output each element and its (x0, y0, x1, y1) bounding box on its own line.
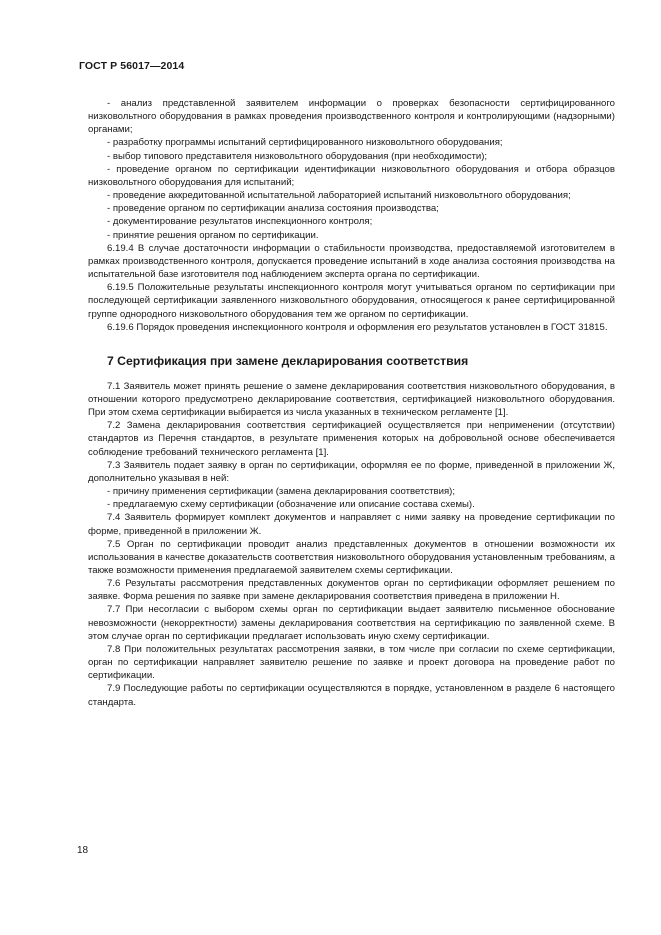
list-item-production-analysis: - проведение органом по сертификации анализа состояния производства; (107, 203, 439, 215)
document-body (88, 97, 615, 709)
clause-7-2: 7.2 Замена декларирования соответствия сертификацией осуществляется при неприменении (отсутствии) стандартов из Перечня стандартов, в результате применения которых на добровольной основе обеспечивается соблюдение требований технического регламента [1]. (88, 420, 615, 458)
clause-7-5: 7.5 Орган по сертификации проводит анализ представленных документов в отношении возможности их использования в качестве доказательств соответствия низковольтного оборудования установленным требованиям, а также возможности применения предлагаемой заявителем схемы сертификации. (88, 538, 615, 576)
clause-7-3: 7.3 Заявитель подает заявку в орган по сертификации, оформляя ее по форме, приведенной в приложении Ж, дополнительно указывая в ней: (88, 459, 615, 484)
clause-6-19-6: 6.19.6 Порядок проведения инспекционного контроля и оформления его результатов установлен в ГОСТ 31815. (107, 321, 608, 333)
clause-6-19-4: 6.19.4 В случае достаточности информации о стабильности производства, предоставляемой изготовителем в рамках производственного контроля, допускается проведение испытаний в ходе анализа состояния производства на испытательной базе изготовителя под наблюдением эксперта органа по сертификации. (88, 242, 615, 281)
list-item-representative-selection: - выбор типового представителя низковольтного оборудования (при необходимости); (107, 150, 488, 162)
list-item-documentation: - документирование результатов инспекционного контроля; (107, 216, 373, 228)
clause-7-7: 7.7 При несогласии с выбором схемы орган по сертификации выдает заявителю письменное обоснование невозможности (некорректности) замены декларирования соответствия на сертификацию по заявленной схеме. В этом случае орган по сертификации предлагает использовать иную схему сертификации. (88, 604, 615, 642)
page-number: 18 (77, 845, 89, 856)
list-item-test-program: - разработку программы испытаний сертифицированного низковольтного оборудования; (107, 137, 503, 149)
list-item-analysis: - анализ представленной заявителем информации о проверках безопасности сертифицированного низковольтного оборудования в рамках проведения производственного контроля и контролирующими (надзорными) органами; (88, 98, 615, 136)
list-item-lab-testing: - проведение аккредитованной испытательной лабораторией испытаний низковольтного оборудования; (107, 190, 571, 202)
list-item-identification: - проведение органом по сертификации идентификации низковольтного оборудования и отбора образцов низковольтного оборудования для испытаний; (88, 163, 615, 188)
list-item-reason: - причину применения сертификации (замена декларирования соответствия); (107, 486, 456, 498)
list-item-decision: - принятие решения органом по сертификации. (107, 229, 319, 241)
clause-7-6: 7.6 Результаты рассмотрения представленных документов орган по сертификации оформляет решением по заявке. Форма решения по заявке при замене декларирования соответствия приведена в приложении Н. (88, 578, 615, 603)
document-code-header: ГОСТ Р 56017—2014 (79, 60, 185, 72)
list-item-scheme: - предлагаемую схему сертификации (обозначение или описание состава схемы). (107, 499, 475, 511)
clause-7-4: 7.4 Заявитель формирует комплект документов и направляет с ними заявку на проведение сертификации по форме, приведенной в приложении Ж. (88, 512, 615, 537)
section-title: 7 Сертификация при замене декларирования соответствия (107, 353, 469, 368)
clause-7-9: 7.9 Последующие работы по сертификации осуществляются в порядке, установленном в разделе 6 настоящего стандарта. (88, 683, 615, 708)
clause-6-19-5: 6.19.5 Положительные результаты инспекционного контроля могут учитываться органом по сертификации при последующей сертификации заявленного низковольтного оборудования, относящегося к ранее сертифицированной группе однородного низковольтного оборудования тем же органом по сертификации. (88, 282, 615, 320)
clause-7-1: 7.1 Заявитель может принять решение о замене декларирования соответствия низковольтного оборудования, в отношении которого предусмотрено декларирование соответствия, сертификацией низковольтного оборудования. При этом схема сертификации выбирается из числа указанных в техническом регламенте [1]. (88, 380, 615, 419)
clause-7-8: 7.8 При положительных результатах рассмотрения заявки, в том числе при согласии по схеме сертификации, орган по сертификации направляет заявителю решение по заявке и проект договора на проведение работ по сертификации. (88, 643, 615, 682)
